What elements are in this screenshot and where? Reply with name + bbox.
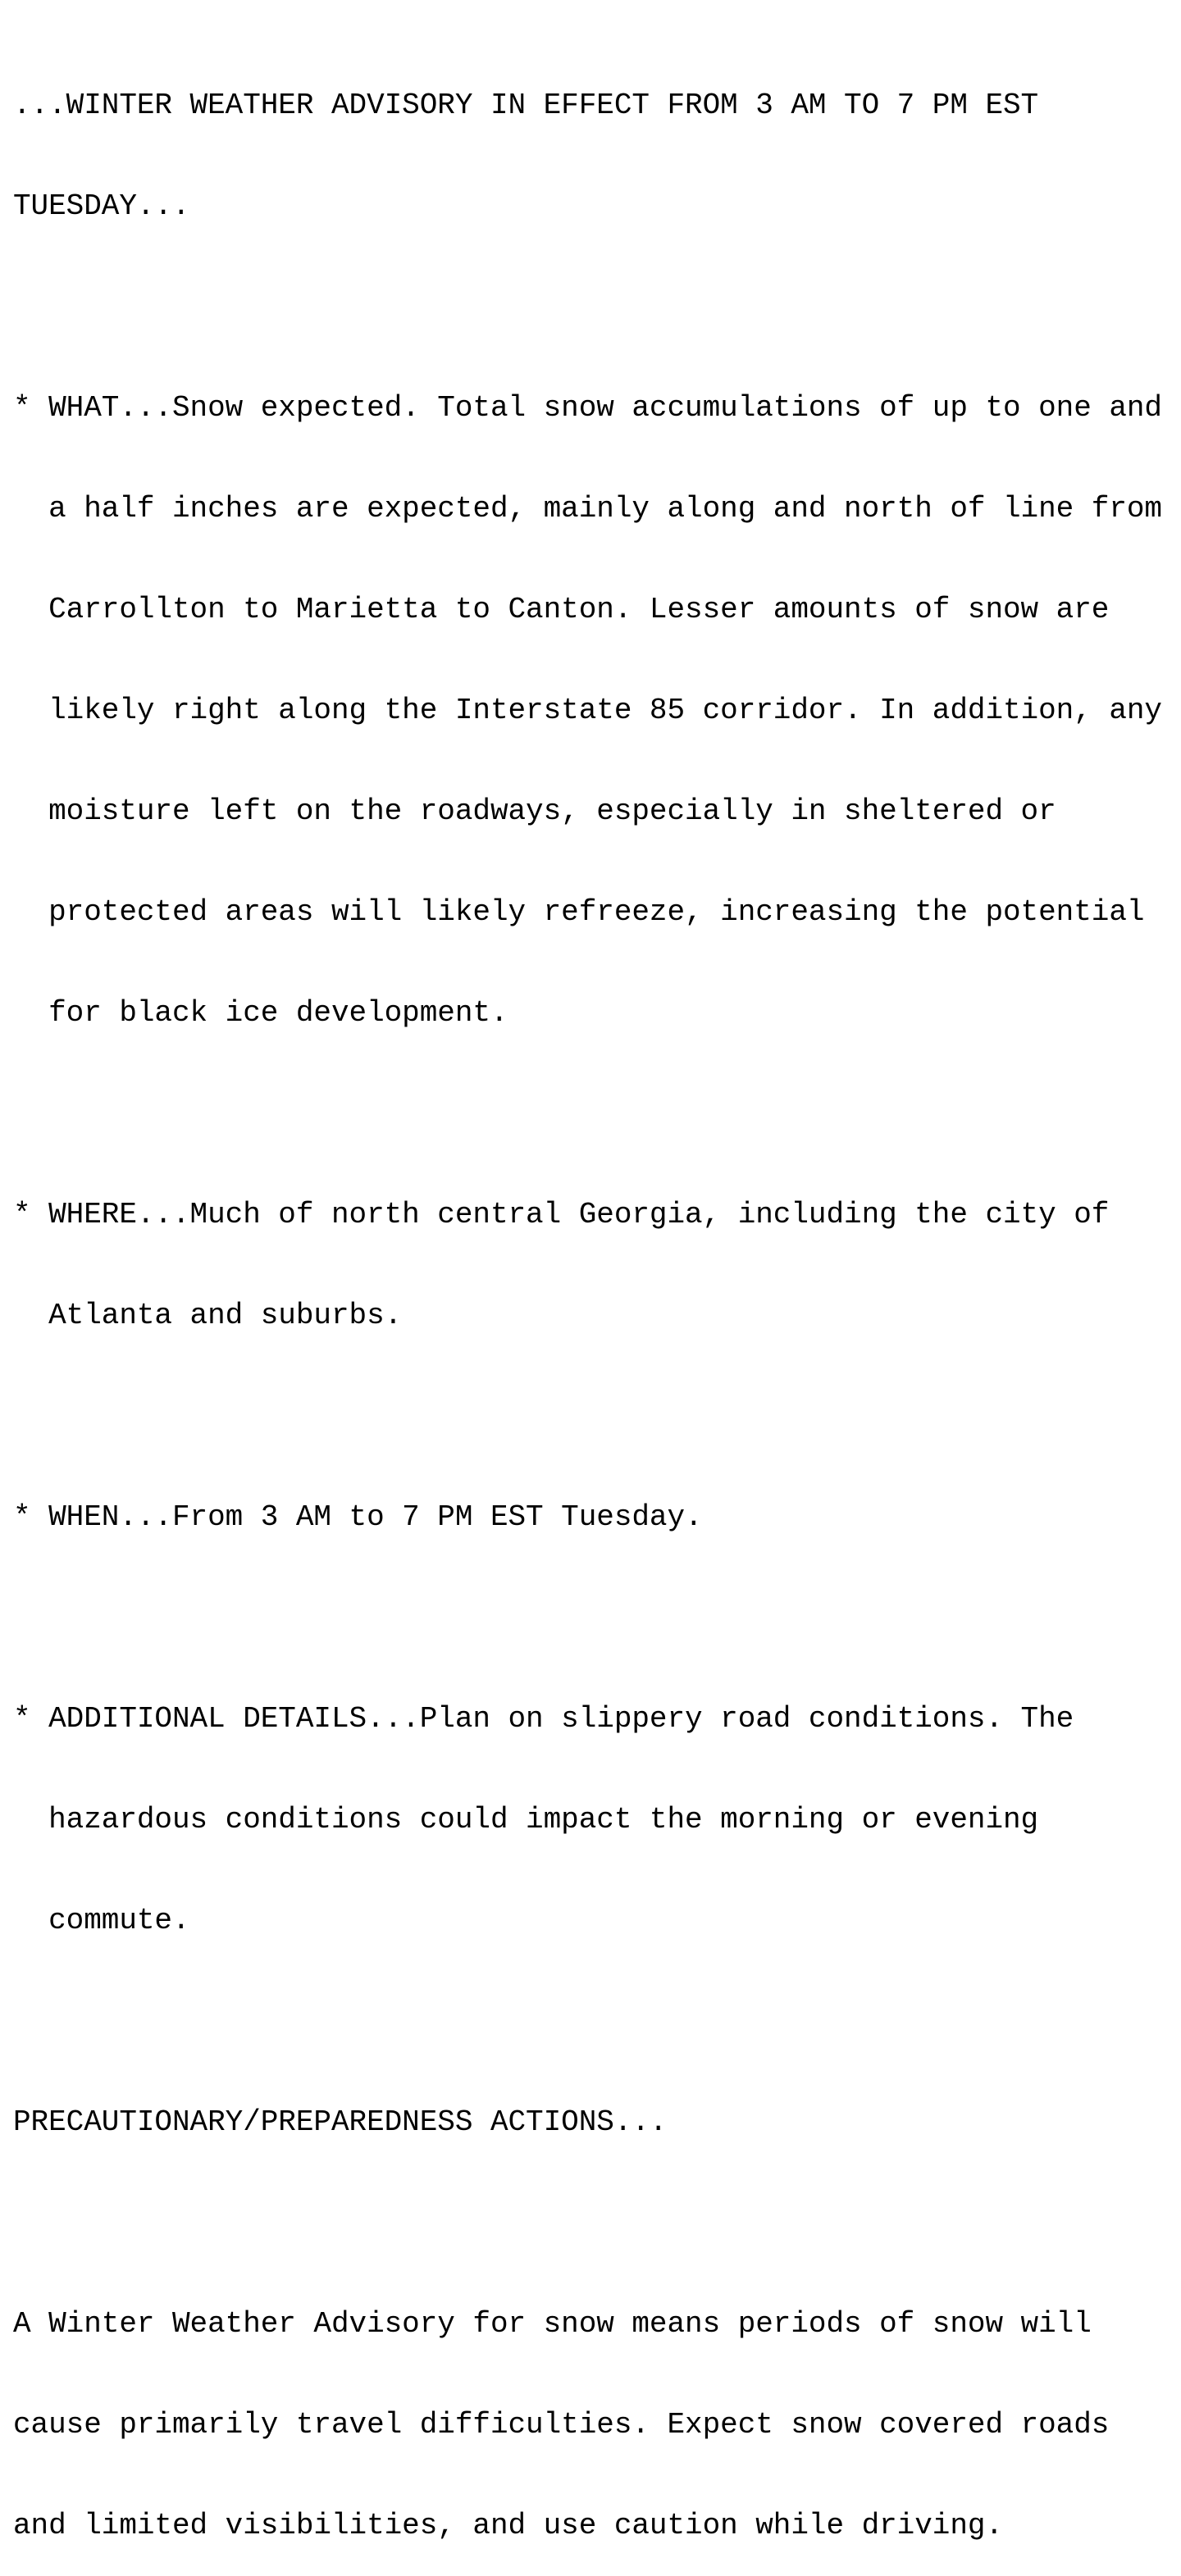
when-section-line: * WHEN...From 3 AM to 7 PM EST Tuesday. — [13, 1500, 703, 1534]
what-section-line: for black ice development. — [13, 996, 508, 1030]
blank-line — [13, 1601, 1181, 1635]
what-section-line: * WHAT...Snow expected. Total snow accumulations of up to one and — [13, 391, 1162, 425]
advisory-headline-line: ...WINTER WEATHER ADVISORY IN EFFECT FROM 3 AM TO 7 PM EST — [13, 89, 1039, 122]
where-section-line: Atlanta and suburbs. — [13, 1299, 403, 1332]
actions-heading-line: PRECAUTIONARY/PREPAREDNESS ACTIONS... — [13, 2105, 668, 2139]
what-section-line: likely right along the Interstate 85 corridor. In addition, any — [13, 694, 1162, 727]
what-section-line: moisture left on the roadways, especially in sheltered or — [13, 794, 1056, 828]
actions-text-line: cause primarily travel difficulties. Expect snow covered roads — [13, 2408, 1110, 2442]
where-section-line: * WHERE...Much of north central Georgia, including the city of — [13, 1198, 1110, 1231]
blank-line — [13, 290, 1181, 324]
advisory-headline-line: TUESDAY... — [13, 189, 190, 223]
what-section-line: protected areas will likely refreeze, increasing the potential — [13, 895, 1145, 929]
blank-line — [13, 2005, 1181, 2038]
additional-details-line: hazardous conditions could impact the morning or evening — [13, 1803, 1039, 1836]
additional-details-line: * ADDITIONAL DETAILS...Plan on slippery road conditions. The — [13, 1702, 1074, 1736]
blank-line — [13, 2206, 1181, 2240]
actions-text-line: A Winter Weather Advisory for snow means periods of snow will — [13, 2307, 1092, 2341]
blank-line — [13, 1400, 1181, 1433]
what-section-line: a half inches are expected, mainly along and north of line from — [13, 492, 1162, 526]
additional-details-line: commute. — [13, 1904, 190, 1937]
actions-text-line: and limited visibilities, and use caution while driving. — [13, 2509, 1003, 2542]
blank-line — [13, 1097, 1181, 1131]
what-section-line: Carrollton to Marietta to Canton. Lesser amounts of snow are — [13, 593, 1110, 626]
